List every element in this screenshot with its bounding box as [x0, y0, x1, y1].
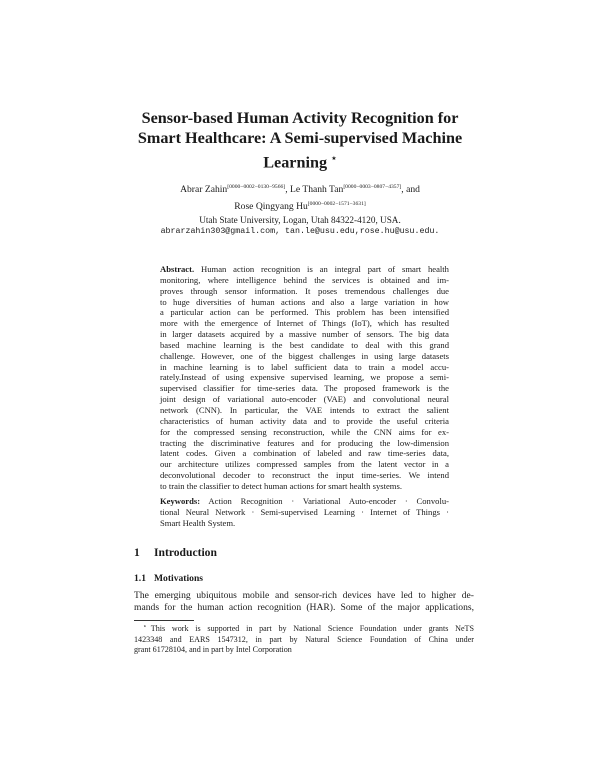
abstract-line: a particular action can be performed. This problem has been intensified [160, 307, 449, 318]
body-paragraph [134, 590, 474, 614]
authors-line-1 [90, 180, 510, 197]
abstract-line: to train the classifier to detect human actions for smart health systems. [160, 480, 402, 491]
abstract-line: our architecture utilizes compressed samples from the latent vector in a [160, 459, 449, 470]
abstract-line: for the compressed sensing reconstruction, while the CNN aims for ex- [160, 426, 449, 437]
author-emails: abrarzahin303@gmail.com, tan.le@usu.edu,rose.hu@usu.edu. [160, 227, 440, 236]
paper-title [90, 108, 510, 172]
abstract-line: to huge diversities of human actions and also a large variation in how [160, 296, 449, 307]
keywords-line [160, 496, 449, 507]
author-3-orcid: [0000−0002−1571−3631] [307, 201, 366, 207]
abstract-line: more with the emergence of Internet of Things (IoT), which has resulted [160, 318, 449, 329]
title-line-3 [90, 148, 510, 172]
title-line-1: Sensor-based Human Activity Recognition for [141, 109, 459, 127]
abstract-line: tracting the discriminative features and for producing the low-dimension [160, 437, 449, 448]
section-title: Introduction [154, 546, 217, 559]
abstract-line: monitoring, where intelligence behind the services is obtained and im- [160, 274, 449, 285]
abstract-line: deconvolutional decoder to reconstruct the input time-series. We intend [160, 470, 449, 481]
body-line: mands for the human action recognition (HAR). Some of the major applications, [134, 602, 474, 613]
abstract-line: in larger datasets acquired by a massive number of sensors. The big data [160, 329, 449, 340]
body-line: The emerging ubiquitous mobile and sensor-rich devices have led to higher de- [134, 590, 474, 601]
author-separator-1: , [285, 184, 290, 195]
authors-line-2 [90, 197, 510, 214]
author-3-name: Rose Qingyang Hu [234, 201, 308, 212]
keywords-line-text: Action Recognition · Variational Auto-encoder · Convolu- [208, 496, 449, 506]
footnote-line-text: This work is supported in part by National Science Foundation under grants NeTS [150, 624, 474, 633]
subsection-number: 1.1 [134, 573, 146, 584]
title-line-2: Smart Healthcare: A Semi-supervised Machine [137, 129, 463, 147]
abstract-line: rately.Instead of using expensive supervised learning, we propose a semi- [160, 372, 449, 383]
section-number: 1 [134, 546, 140, 559]
abstract-line: based machine learning is the best candidate to deal with this grand [160, 339, 449, 350]
abstract-line: proves through sensor information. It poses tremendous challenges due [160, 285, 449, 296]
footnote-line [134, 622, 474, 635]
abstract-line-text: Human action recognition is an integral part of smart health [201, 264, 449, 274]
footnote [134, 622, 474, 656]
keywords-label: Keywords: [160, 496, 201, 506]
author-separator-2: , and [401, 184, 420, 195]
author-2-name: Le Thanh Tan [289, 184, 344, 195]
title-footnote-mark: ⋆ [331, 153, 337, 163]
affiliation-block [90, 214, 510, 238]
footnote-rule [134, 620, 194, 621]
abstract-line [160, 264, 449, 275]
section-heading [134, 546, 217, 559]
abstract-line: joint design of variational auto-encoder (VAE) and convolutional neural [160, 394, 449, 405]
author-1-name: Abrar Zahin [180, 184, 228, 195]
abstract-line: challenge. However, one of the biggest challenges in using large datasets [160, 350, 449, 361]
abstract-line: in machine learning is to label sufficient data to train a model accu- [160, 361, 449, 372]
keywords [160, 496, 449, 529]
keywords-line: Smart Health System. [160, 517, 236, 528]
subsection-heading [134, 573, 203, 584]
affiliation-text: Utah State University, Logan, Utah 84322-4120, USA. [199, 215, 401, 225]
keywords-line: tional Neural Network · Semi-supervised Learning · Internet of Things · [160, 506, 449, 517]
authors-block [90, 180, 510, 214]
abstract-label: Abstract. [160, 264, 195, 274]
author-1-orcid: [0000−0002−0130−9566] [227, 184, 286, 190]
author-2-orcid: [0000−0003−0807−4357] [343, 184, 402, 190]
abstract-line: characteristics of human activity data and to provide the useful criteria [160, 415, 449, 426]
footnote-line: grant 61728104, and in part by Intel Corporation [134, 645, 292, 654]
footnote-mark: ⋆ [143, 624, 147, 630]
abstract-line: network (CNN). In particular, the VAE intends to extract the salient [160, 404, 449, 415]
abstract [160, 264, 449, 492]
footnote-line: 1423348 and EARS 1547312, in part by Natural Science Foundation of China under [134, 634, 474, 644]
abstract-line: supervised classifier for time-series data. The proposed framework is the [160, 383, 449, 394]
subsection-title: Motivations [154, 573, 204, 584]
title-line-3-text: Learning [263, 153, 328, 172]
abstract-line: latent codes. Given a combination of labeled and raw time-series data, [160, 448, 449, 459]
